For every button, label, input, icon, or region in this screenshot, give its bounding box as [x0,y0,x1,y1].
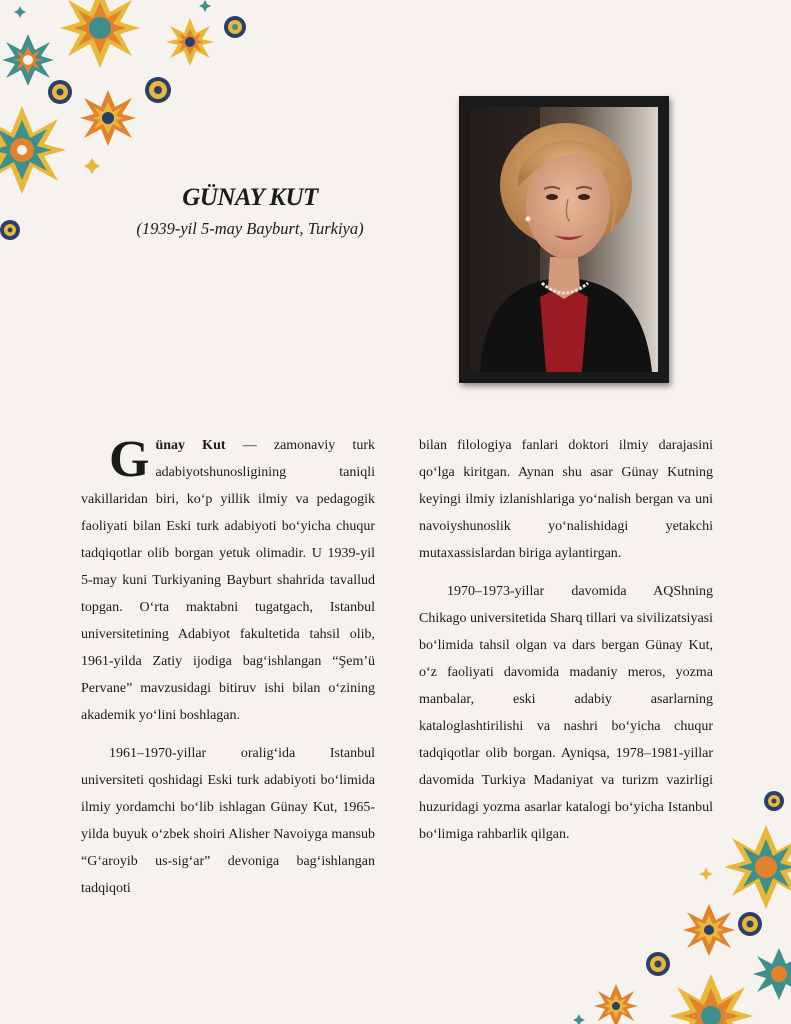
paragraph-chicago: 1970–1973-yillar davomida AQShning Chikago universitetida Sharq tillari va sivilizatsiyasi bo‘limida tahsil olgan va dars bergan Günay Kut, o‘z faoliyati davomida madaniy meros, yozma manbalar, eski adabiy asarlarning kataloglashtirilishi va nashri bo‘yicha chuqur tadqiqotlar olib borgan. Ayniqsa, 1978–1981-yillar davomida Turkiya Madaniyat va turizm vazirligi huzuridagi yozma asarlar katalogi bo‘yicha Istanbul bo‘limiga rahbarlik qilgan. [419,584,713,842]
article-column-right [419,432,713,848]
portrait-illustration [470,107,658,372]
page-title: GÜNAY KUT [182,184,318,211]
drop-cap: G [109,431,150,488]
title-block [80,183,420,239]
intro-text: — zamonaviy turk adabiyotshunosligining taniqli vakillaridan biri, ko‘p yillik ilmiy va pedagogik faoliyati bilan Eski turk adabiyoti bo‘yicha chuqur tadqiqotlar olib borgan yetuk olimadir. U 1939-yil 5-may kuni Turkiyaning Bayburt shahrida tavallud topgan. O‘rta maktabni tugatgach, Istanbul universitetining Adabiyot fakultetida tahsil olib, 1961-yilda Zatiy ijodiga bag‘ishlangan “Şem’ü Pervane” mavzusidagi bitiruv ishi bilan o‘zining akademik yo‘lini boshlagan. [81,438,375,723]
article-column-left [81,432,375,902]
paragraph-career: 1961–1970-yillar oralig‘ida Istanbul universiteti qoshidagi Eski turk adabiyoti bo‘limida ilmiy yordamchi bo‘lib ishlagan Günay Kut, 1965-yilda buyuk o‘zbek shoiri Alisher Navoiyga mansub “G‘aroyib us-sig‘ar” devoniga bag‘ishlangan tadqiqoti [81,746,375,896]
birth-info-subtitle: (1939-yil 5-may Bayburt, Turkiya) [136,219,364,238]
paragraph-intro [81,432,375,729]
subject-name: ünay Kut [155,438,226,453]
portrait-photo [470,107,658,372]
paragraph-career-continued: bilan filologiya fanlari doktori ilmiy darajasini qo‘lga kiritgan. Aynan shu asar Günay Kutning keyingi ilmiy izlanishlariga yo‘nalish bergan va uni navoiyshunoslik yo‘nalishidagi yetakchi mutaxassislardan biriga aylantirgan. [419,438,713,561]
portrait-frame [459,96,669,383]
